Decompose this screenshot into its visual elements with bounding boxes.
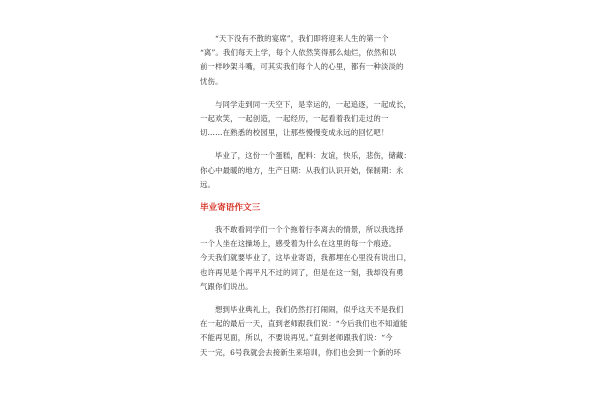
text-line: 天一完，6号我就会去接新生来培训，你们也会到一个新的环 <box>200 347 401 357</box>
paragraph-classmates <box>200 98 412 141</box>
text-line: 气跟你们说出。 <box>200 281 253 291</box>
paragraph-playground <box>200 223 412 294</box>
document-page <box>200 32 412 369</box>
text-line: 今天我们就要毕业了，这毕业寄语，我都埋在心里没有说出口， <box>200 253 412 263</box>
text-line: 想到毕业典礼上，我们仍然打打闹闹，似乎这天不是我们 <box>215 305 404 315</box>
text-line: 前一样吵架斗嘴，可其实我们每个人的心里，都有一种淡淡的 <box>200 62 404 72</box>
text-line: “天下没有不散的宴席”，我们即将迎来人生的第一个 <box>215 34 389 43</box>
text-line: 我不敢看同学们一个个拖着行李离去的情景，所以我选择 <box>215 225 404 235</box>
text-line: 不能再见面，所以，不要说再见。”直到老师跟我们说：“今 <box>200 333 393 343</box>
text-line: 与同学走到同一天空下，是幸运的，一起追逐，一起成长， <box>215 99 412 109</box>
text-line: 一个人坐在这操场上，感受着为什么在这里的每一个痕迹。 <box>200 239 397 249</box>
text-line: 在一起的最后一天，直到老师跟我们说：“今后我们也不知道能 <box>200 319 408 329</box>
paragraph-graduation-ceremony <box>200 303 408 360</box>
text-line: 一起欢笑，一起创造，一起经历，一起看着我们走过的一 <box>200 114 389 124</box>
text-line: 远。 <box>200 179 216 189</box>
paragraph-cake <box>200 149 412 192</box>
text-line: 忧伤。 <box>200 76 223 86</box>
text-line: 毕业了，这份一个蛋糕，配料：友谊，快乐，悲伤，储藏： <box>215 151 412 161</box>
text-line: “离”。我们每天上学，每个人依然笑得那么灿烂，依然和以 <box>200 48 397 58</box>
text-line: 也许再见是个再平凡不过的词了，但是在这一刻，我却没有勇 <box>200 267 404 277</box>
section-heading: 毕业寄语作文三 <box>200 203 261 214</box>
paragraph-farewell-feast <box>200 32 404 89</box>
text-line: 切……在熟悉的校园里，让那些慢慢变成永远的回忆吧！ <box>200 128 389 138</box>
text-line: 你心中最暖的地方，生产日期：从我们认识开始，保制期：永 <box>200 165 404 175</box>
